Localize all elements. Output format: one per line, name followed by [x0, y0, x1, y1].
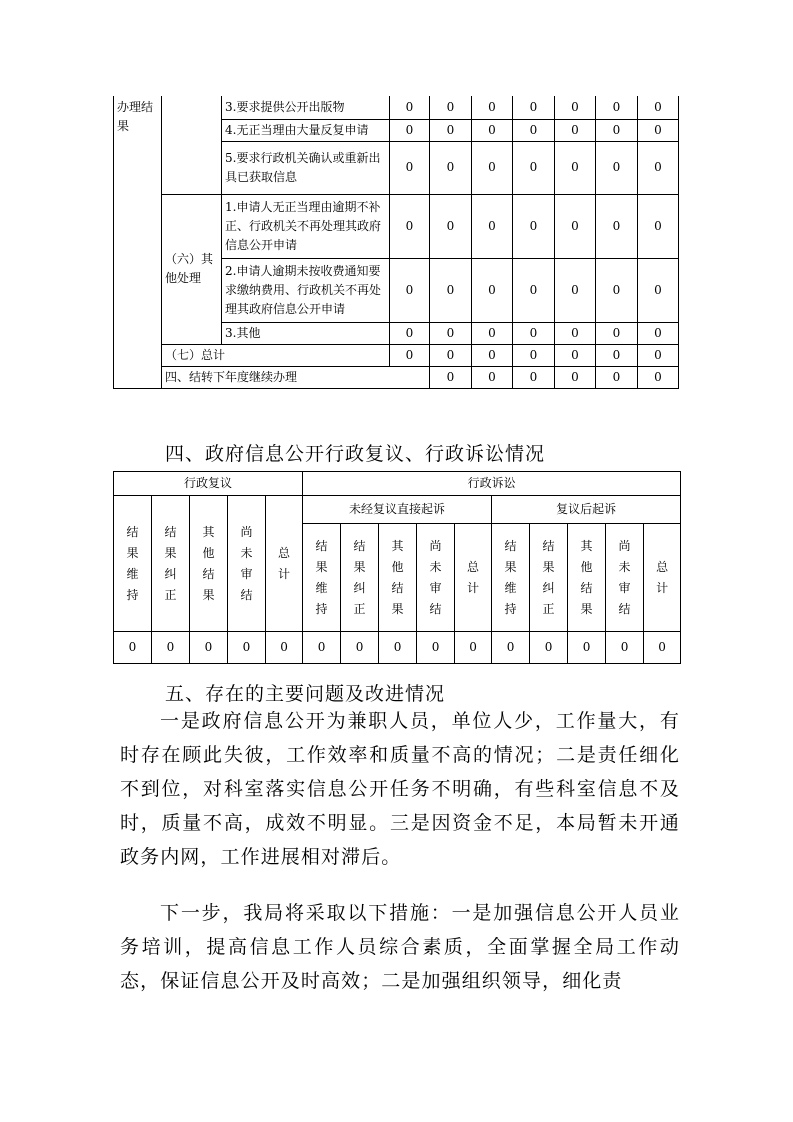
cell: 0: [390, 258, 430, 322]
after-review-suit-header: 复议后起诉: [492, 496, 681, 524]
cell: 0: [303, 632, 341, 664]
cell: 0: [555, 322, 596, 344]
carryover-label: 四、结转下年度继续办理: [162, 366, 430, 388]
col-header: [190, 496, 228, 632]
total-label: （七）总计: [162, 344, 390, 366]
col-header-text: 其 他 结 果: [580, 538, 593, 616]
cell: 0: [430, 258, 472, 322]
application-result-table: [113, 96, 679, 389]
col-header: [228, 496, 266, 632]
section-5-title: 五、存在的主要问题及改进情况: [165, 683, 446, 705]
col-header: [303, 524, 341, 632]
row-label: 2.申请人逾期未按收费通知要求缴纳费用、行政机关不再处理其政府信息公开申请: [222, 258, 390, 322]
cell: 0: [430, 322, 472, 344]
cell: 0: [114, 632, 152, 664]
cell: 0: [596, 344, 638, 366]
col-header-text: 其 他 结 果: [202, 524, 215, 602]
col-header-text: 其 他 结 果: [391, 538, 404, 616]
cell: 0: [596, 194, 638, 258]
cell: 0: [530, 632, 568, 664]
cell: 0: [596, 119, 638, 141]
cell: 0: [390, 344, 430, 366]
cell: 0: [472, 194, 513, 258]
col-header: [417, 524, 455, 632]
col-header-text: 结 果 维 持: [315, 538, 328, 616]
cell: 0: [606, 632, 644, 664]
col-header: [492, 524, 530, 632]
cell: 0: [390, 96, 430, 119]
col-header-text: 结 果 纠 正: [353, 538, 366, 616]
col-header-text: 结 果 维 持: [126, 524, 139, 602]
paragraph-measures: 下一步，我局将采取以下措施：一是加强信息公开人员业务培训，提高信息工作人员综合素质，全面掌握全局工作动态，保证信息公开及时高效；二是加强组织领导，细化责: [120, 902, 680, 992]
cell: 0: [513, 258, 555, 322]
cell: 0: [638, 366, 679, 388]
cell: 0: [513, 322, 555, 344]
col-header-text: 总 计: [656, 559, 669, 595]
row-label: 5.要求行政机关确认或重新出具已获取信息: [222, 141, 390, 194]
col-header-text: 尚 未 审 结: [429, 538, 442, 616]
cell: 0: [555, 194, 596, 258]
cell: 0: [638, 119, 679, 141]
cell: 0: [638, 344, 679, 366]
cell: 0: [390, 141, 430, 194]
cell: 0: [596, 96, 638, 119]
paragraph-problems: 一是政府信息公开为兼职人员，单位人少，工作量大，有时存在顾此失彼，工作效率和质量不高的情况；二是责任细化不到位，对科室落实信息公开任务不明确，有些科室信息不及时，质量不高，成效不明显。三是因资金不足，本局暂未开通政务内网，工作进展相对滞后。: [120, 710, 680, 868]
cell: 0: [472, 322, 513, 344]
row-label: 3.要求提供公开出版物: [222, 96, 390, 119]
cell: 0: [472, 119, 513, 141]
review-litigation-table: [113, 471, 681, 664]
col-header-text: 结 果 维 持: [504, 538, 517, 616]
cell: 0: [390, 119, 430, 141]
cell: 0: [555, 119, 596, 141]
cell: 0: [341, 632, 379, 664]
cell: 0: [190, 632, 228, 664]
col-header-text: 总 计: [467, 559, 480, 595]
col-header-text: 尚 未 审 结: [618, 538, 631, 616]
cell: 0: [472, 258, 513, 322]
col-header-text: 结 果 纠 正: [542, 538, 555, 616]
cell: 0: [513, 344, 555, 366]
cell: 0: [430, 96, 472, 119]
cell: 0: [266, 632, 303, 664]
cell: 0: [472, 344, 513, 366]
cell: 0: [430, 344, 472, 366]
cell: 0: [596, 141, 638, 194]
col-header-text: 总 计: [278, 545, 291, 581]
row-label: 1.申请人无正当理由逾期不补正、行政机关不再处理其政府信息公开申请: [222, 194, 390, 258]
admin-review-header: 行政复议: [114, 472, 303, 496]
cell: 0: [152, 632, 190, 664]
cell: 0: [472, 366, 513, 388]
col-header-text: 尚 未 审 结: [240, 524, 253, 602]
direct-suit-header: 未经复议直接起诉: [303, 496, 492, 524]
cell: 0: [513, 194, 555, 258]
row-label: 3.其他: [222, 322, 390, 344]
cell: 0: [513, 366, 555, 388]
cell: 0: [430, 194, 472, 258]
cell: 0: [555, 96, 596, 119]
cell: 0: [638, 322, 679, 344]
cell: 0: [455, 632, 492, 664]
cell: 0: [390, 322, 430, 344]
cell: 0: [430, 366, 472, 388]
cell: 0: [644, 632, 681, 664]
sub-group-blank: [162, 96, 222, 194]
col-header: [455, 524, 492, 632]
cell: 0: [513, 119, 555, 141]
sub-group-other: （六）其他处理: [162, 194, 222, 344]
cell: 0: [513, 141, 555, 194]
cell: 0: [513, 96, 555, 119]
cell: 0: [638, 194, 679, 258]
admin-litigation-header: 行政诉讼: [303, 472, 681, 496]
cell: 0: [472, 141, 513, 194]
cell: 0: [568, 632, 606, 664]
cell: 0: [555, 366, 596, 388]
col-header: [266, 496, 303, 632]
col-header: [606, 524, 644, 632]
group-label-result: 办理结果: [114, 96, 162, 388]
cell: 0: [596, 258, 638, 322]
cell: 0: [472, 96, 513, 119]
col-header: [568, 524, 606, 632]
col-header-text: 结 果 纠 正: [164, 524, 177, 602]
cell: 0: [596, 366, 638, 388]
section-4-title: 四、政府信息公开行政复议、行政诉讼情况: [165, 443, 546, 465]
cell: 0: [417, 632, 455, 664]
cell: 0: [638, 258, 679, 322]
col-header: [114, 496, 152, 632]
cell: 0: [492, 632, 530, 664]
cell: 0: [555, 258, 596, 322]
col-header: [530, 524, 568, 632]
cell: 0: [555, 141, 596, 194]
cell: 0: [228, 632, 266, 664]
col-header: [341, 524, 379, 632]
row-label: 4.无正当理由大量反复申请: [222, 119, 390, 141]
cell: 0: [596, 322, 638, 344]
col-header: [379, 524, 417, 632]
cell: 0: [638, 141, 679, 194]
cell: 0: [555, 344, 596, 366]
cell: 0: [638, 96, 679, 119]
col-header: [644, 524, 681, 632]
cell: 0: [379, 632, 417, 664]
cell: 0: [390, 194, 430, 258]
col-header: [152, 496, 190, 632]
cell: 0: [430, 119, 472, 141]
cell: 0: [430, 141, 472, 194]
